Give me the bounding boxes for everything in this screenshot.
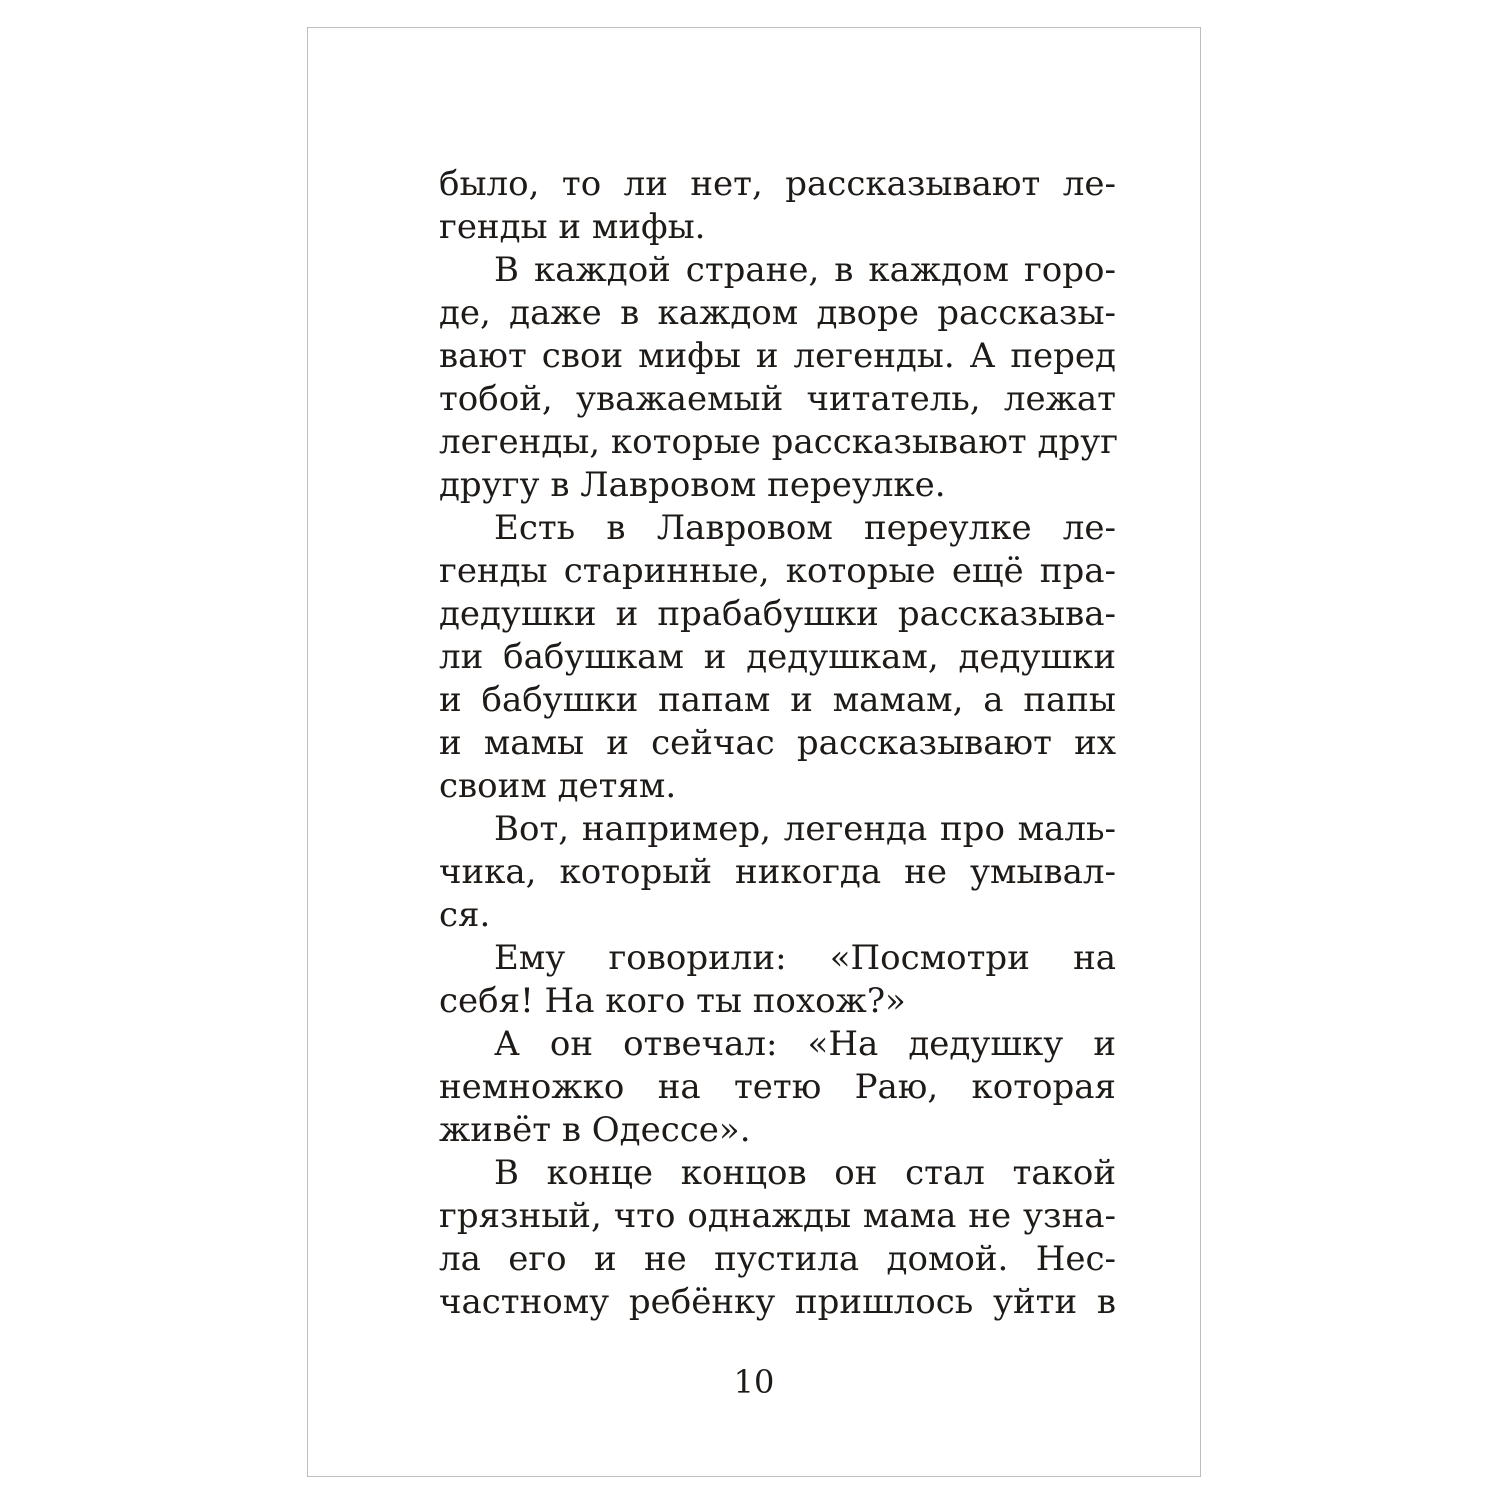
- text-line: В каждой стране, в каждом горо-: [494, 250, 1116, 290]
- text-line: ся.: [439, 895, 491, 935]
- book-page: [307, 27, 1201, 1477]
- text-line: дедушки и прабабушки рассказыва-: [439, 594, 1116, 634]
- body-text: [439, 163, 1119, 1324]
- text-line: и бабушки папам и мамам, а папы: [439, 680, 1116, 720]
- text-line: живёт в Одессе».: [439, 1110, 751, 1150]
- text-line: другу в Лавровом переулке.: [439, 465, 946, 505]
- text-line: вают свои мифы и легенды. А перед: [439, 336, 1116, 376]
- text-line: В конце концов он стал такой: [494, 1153, 1116, 1193]
- text-line: ла его и не пустила домой. Нес-: [439, 1239, 1116, 1279]
- text-line: своим детям.: [439, 766, 677, 806]
- text-line: было, то ли нет, рассказывают ле-: [439, 164, 1116, 204]
- text-line: Ему говорили: «Посмотри на: [494, 938, 1116, 978]
- text-line: генды старинные, которые ещё пра-: [439, 551, 1116, 591]
- text-line: чика, который никогда не умывал-: [439, 852, 1116, 892]
- text-line: частному ребёнку пришлось уйти в: [439, 1282, 1116, 1322]
- text-line: А он отвечал: «На дедушку и: [494, 1024, 1116, 1064]
- text-line: генды и мифы.: [439, 207, 706, 247]
- page-number: 10: [733, 1363, 775, 1401]
- text-line: легенды, которые рассказывают друг: [439, 422, 1119, 462]
- text-line: немножко на тетю Раю, которая: [439, 1067, 1116, 1107]
- text-line: тобой, уважаемый читатель, лежат: [439, 379, 1116, 419]
- text-line: и мамы и сейчас рассказывают их: [439, 723, 1116, 763]
- text-line: себя! На кого ты похож?»: [439, 981, 906, 1021]
- text-line: ли бабушкам и дедушкам, дедушки: [439, 637, 1116, 677]
- text-line: грязный, что однажды мама не узна-: [439, 1196, 1116, 1236]
- text-line: Вот, например, легенда про маль-: [494, 809, 1116, 849]
- text-line: де, даже в каждом дворе рассказы-: [439, 293, 1116, 333]
- text-line: Есть в Лавровом переулке ле-: [494, 508, 1116, 548]
